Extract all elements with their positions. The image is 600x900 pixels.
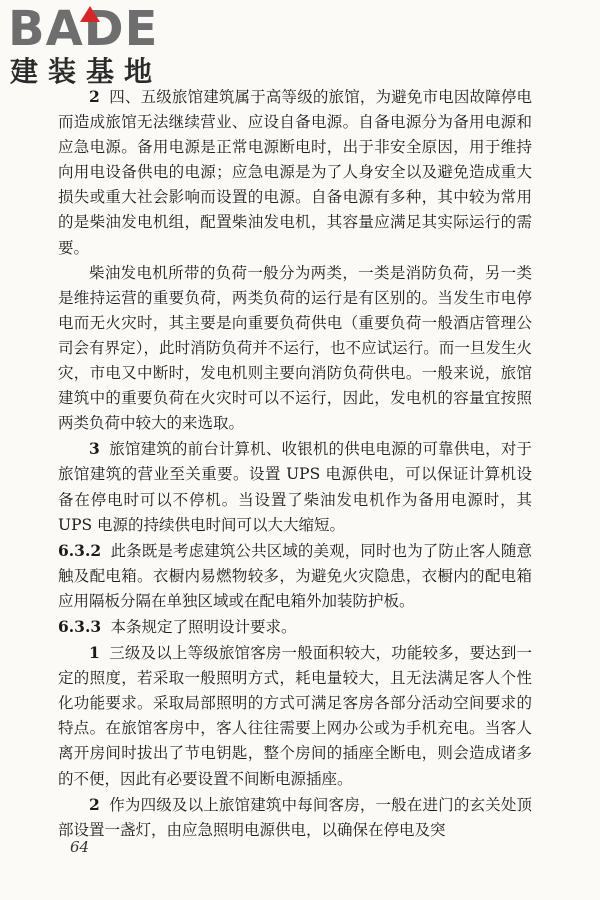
paragraph-text: 柴油发电机所带的负荷一般分为两类，一类是消防负荷，另一类是维持运营的重要负荷，两类负荷的运行是有区别的。当发生市电停电而无火灾时，其主要是向重要负荷供电（重要负荷一般酒店管理公司会有界定），此时消防负荷并不运行，也不应试运行。而一旦发生火灾，市电又中断时，发电机则主要向消防负荷供电。一般来说，旅馆建筑中的重要负荷在火灾时可以不运行，因此，发电机的容量宜按照两类负荷中较大的来选取。 (58, 263, 532, 433)
paragraph-text: 三级及以上等级旅馆客房一般面积较大，功能较多，要达到一定的照度，若采取一般照明方式，耗电量较大，且无法满足客人个性化功能要求。采取局部照明的方式可满足客房各部分活动空间要求的特点。在旅馆客房中，客人往往需要上网办公或为手机充电。当客人离开房间时拔出了节电钥匙，整个房间的插座全断电，则会造成诸多的不便，因此有必要设置不间断电源插座。 (58, 644, 532, 788)
section-6-3-2 (58, 538, 532, 614)
paragraph-text: 作为四级及以上旅馆建筑中每间客房，一般在进门的玄关处顶部设置一盏灯，由应急照明电源供电，以确保在停电及突 (58, 795, 532, 839)
item-number: 2 (89, 794, 100, 814)
item-number: 1 (89, 643, 100, 663)
section-6-3-3 (58, 614, 532, 640)
logo-subtitle: 建装基地 (10, 55, 163, 88)
logo-text: BADE (8, 1, 159, 57)
paragraph-3 (58, 436, 532, 537)
document-body (58, 84, 532, 843)
paragraph-2 (58, 84, 532, 261)
page-number: 64 (70, 838, 90, 856)
paragraph-text: 四、五级旅馆建筑属于高等级的旅馆，为避免市电因故障停电而造成旅馆无法继续营业、应设自备电源。自备电源分为备用电源和应急电源。备用电源是正常电源断电时，出于非安全原因，用于维持向用电设备供电的电源；应急电源是为了人身安全以及避免造成重大损失或重大社会影响而设置的电源。自备电源有多种，其中较为常用的是柴油发电机组，配置柴油发电机，其容量应满足其实际运行的需要。 (58, 88, 532, 257)
logo-accent-triangle (80, 6, 100, 22)
paragraph-text: 旅馆建筑的前台计算机、收银机的供电电源的可靠供电，对于旅馆建筑的营业至关重要。设置 UPS 电源供电，可以保证计算机设备在停电时可以不停机。当设置了柴油发电机作为备用电源时，其 UPS 电源的持续供电时间可以大大缩短。 (58, 440, 532, 534)
section-text: 此条既是考虑建筑公共区域的美观，同时也为了防止客人随意触及配电箱。衣橱内易燃物较多，为避免火灾隐患，衣橱内的配电箱应用隔板分隔在单独区域或在配电箱外加装防护板。 (58, 541, 532, 610)
paragraph-633-2 (58, 792, 532, 843)
bade-logo (8, 1, 178, 90)
item-number: 3 (89, 439, 100, 459)
item-number: 2 (89, 87, 100, 106)
paragraph-633-1 (58, 640, 532, 792)
paragraph-diesel (58, 261, 532, 437)
section-number: 6.3.3 (58, 616, 102, 636)
section-text: 本条规定了照明设计要求。 (110, 617, 297, 636)
section-number: 6.3.2 (58, 540, 102, 560)
